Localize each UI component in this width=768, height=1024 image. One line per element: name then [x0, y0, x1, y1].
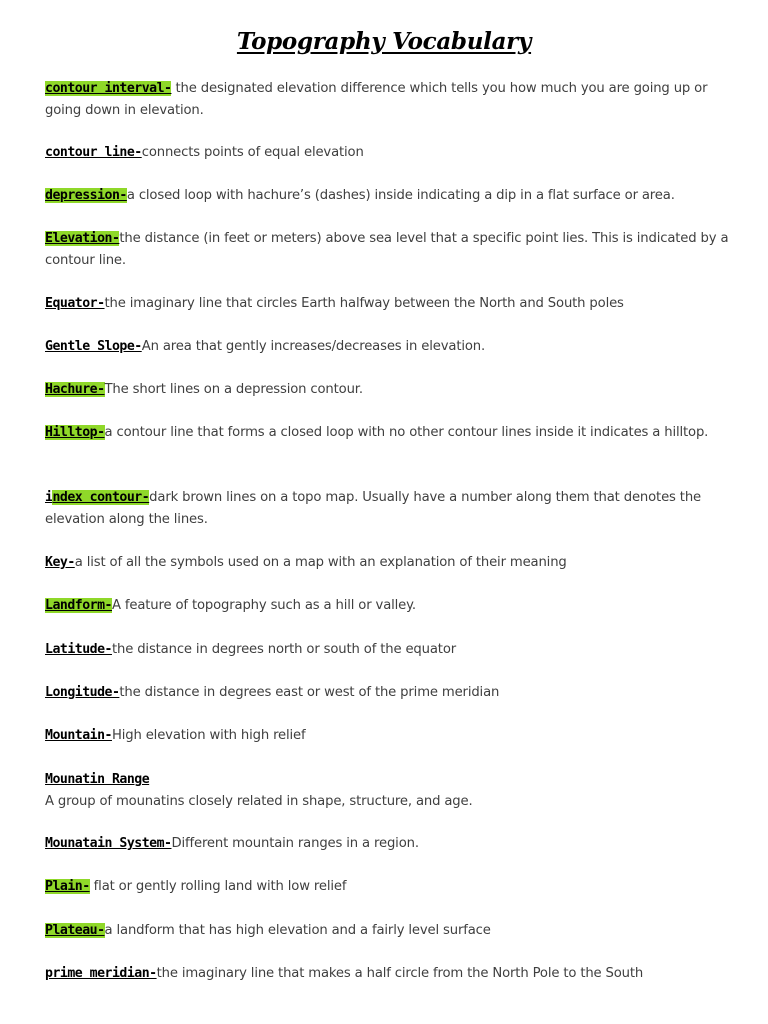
vocab-term: Key-	[45, 555, 75, 570]
vocab-entry-mountain-range	[45, 769, 735, 812]
vocab-entry-elevation	[45, 228, 735, 271]
vocab-term: Hilltop-	[45, 425, 105, 440]
vocab-term: Landform-	[45, 598, 112, 613]
vocab-definition: a landform that has high elevation and a fairly level surface	[104, 923, 491, 938]
vocab-term: prime meridian-	[45, 966, 157, 981]
vocab-definition: a list of all the symbols used on a map with an explanation of their meaning	[74, 555, 567, 570]
vocab-definition: the distance (in feet or meters) above sea level that a specific point lies. This is indicated by a contour line.	[45, 231, 729, 268]
vocab-definition: A group of mounatins closely related in shape, structure, and age.	[45, 793, 473, 809]
vocab-term: Mountain-	[45, 728, 112, 743]
vocab-entry-landform	[45, 595, 735, 617]
vocab-term: Plain-	[45, 879, 90, 894]
vocab-term: Mounatain System-	[45, 836, 172, 851]
vocab-term: Equator-	[45, 296, 105, 311]
vocab-definition: A feature of topography such as a hill or valley.	[111, 598, 416, 613]
vocab-term: Longitude-	[45, 685, 120, 700]
vocab-entry-key	[45, 552, 735, 574]
vocab-entry-equator	[45, 293, 735, 315]
vocab-entry-depression	[45, 185, 735, 207]
vocab-term: Gentle Slope-	[45, 339, 142, 354]
vocab-entry-mountain	[45, 725, 735, 747]
vocab-definition: the imaginary line that circles Earth halfway between the North and South poles	[104, 296, 624, 311]
vocab-definition: the distance in degrees east or west of the prime meridian	[119, 685, 500, 700]
vocab-definition: a closed loop with hachure’s (dashes) inside indicating a dip in a flat surface or area.	[126, 188, 675, 203]
vocab-term: ndex contour-	[52, 490, 150, 505]
vocab-definition: flat or gently rolling land with low relief	[89, 879, 347, 894]
vocab-entry-longitude	[45, 682, 735, 704]
vocab-term: Elevation-	[45, 231, 120, 246]
vocab-entry-plateau	[45, 920, 735, 942]
vocab-entry-latitude	[45, 639, 735, 661]
vocab-term: contour line-	[45, 145, 142, 160]
page-title: Topography Vocabulary	[236, 28, 532, 55]
vocab-term: Plateau-	[45, 923, 105, 938]
vocab-term: Hachure-	[45, 382, 105, 397]
vocab-definition: a contour line that forms a closed loop with no other contour lines inside it indicates a hilltop.	[104, 425, 709, 440]
vocab-definition: Different mountain ranges in a region.	[171, 836, 419, 851]
vocab-definition: connects points of equal elevation	[141, 145, 364, 160]
vocab-definition: dark brown lines on a topo map. Usually have a number along them that denotes the elevation along the lines.	[45, 490, 701, 527]
vocab-term-prefix: i	[45, 490, 53, 505]
vocab-entry-contour-line	[45, 142, 735, 164]
vocab-entry-mountain-system	[45, 833, 735, 855]
vocab-term: Mounatin Range	[45, 772, 150, 787]
vocab-entry-prime-meridian	[45, 963, 735, 985]
vocab-definition: High elevation with high relief	[111, 728, 306, 743]
vocab-entry-hachure	[45, 379, 735, 401]
vocab-definition: the distance in degrees north or south of the equator	[111, 642, 457, 657]
vocab-entry-hilltop	[45, 422, 735, 444]
vocab-definition: the designated elevation difference which tells you how much you are going up or going down in elevation.	[45, 81, 708, 118]
vocab-definition: The short lines on a depression contour.	[104, 382, 363, 397]
vocab-definition: An area that gently increases/decreases in elevation.	[141, 339, 486, 354]
vocab-term: depression-	[45, 188, 127, 203]
vocab-entry-gentle-slope	[45, 336, 735, 358]
vocab-entry-plain	[45, 876, 735, 898]
vocab-definition: the imaginary line that makes a half circle from the North Pole to the South	[156, 966, 644, 981]
vocab-term: contour interval-	[45, 81, 172, 96]
vocab-term: Latitude-	[45, 642, 112, 657]
vocab-entry-contour-interval	[45, 78, 735, 121]
vocab-entry-index-contour	[45, 487, 735, 530]
